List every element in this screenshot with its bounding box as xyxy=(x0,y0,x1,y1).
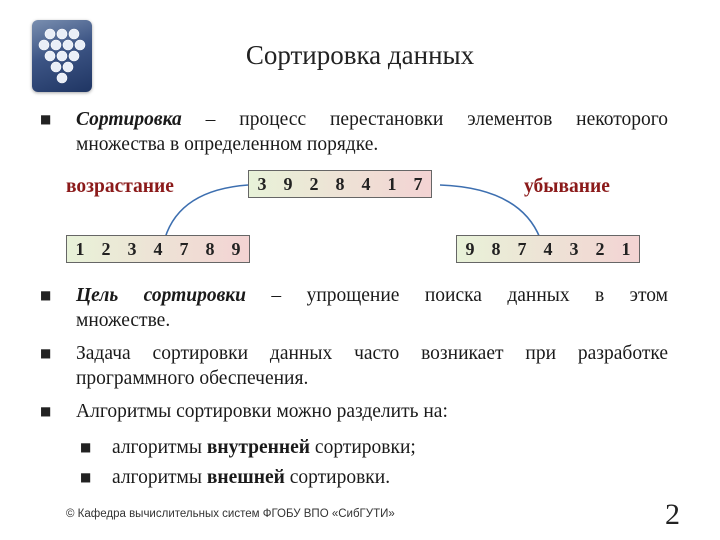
sequence-digit: 8 xyxy=(491,239,501,259)
definition-line2: множества в определенном порядке. xyxy=(76,134,379,155)
sub-item-bold: внешней xyxy=(206,467,285,488)
source-sequence xyxy=(248,170,432,198)
sequence-digit: 7 xyxy=(179,239,189,259)
sequence-digit: 4 xyxy=(361,174,371,194)
bullet-marker: ■ xyxy=(40,404,52,418)
definition-text: – процесс перестановки элементов некоторого xyxy=(181,109,668,130)
sub-item-bold: внутренней xyxy=(206,437,311,458)
ascending-sequence xyxy=(66,235,250,263)
definition-term: Сортировка xyxy=(76,109,182,130)
bullet-marker: ■ xyxy=(40,112,52,126)
sequence-digit: 4 xyxy=(153,239,163,259)
sequence-digit: 1 xyxy=(387,174,397,194)
sequence-digit: 4 xyxy=(543,239,553,259)
sequence-digit: 3 xyxy=(127,239,137,259)
sequence-digit: 8 xyxy=(205,239,215,259)
sequence-digit: 1 xyxy=(75,239,85,259)
sequence-digit: 9 xyxy=(465,239,475,259)
sub-item-internal xyxy=(112,435,416,460)
sequence-digit: 7 xyxy=(413,174,423,194)
descending-sequence xyxy=(456,235,640,263)
task-line1: Задача сортировки данных часто возникает при разработке xyxy=(76,343,668,364)
sub-bullet-marker: ■ xyxy=(80,470,92,484)
goal-paragraph xyxy=(76,283,668,333)
bullet-marker: ■ xyxy=(40,346,52,360)
sequence-digit: 2 xyxy=(595,239,605,259)
ascending-arc xyxy=(165,185,248,238)
sub-item-suffix: сортировки; xyxy=(310,437,416,458)
slide-title: Сортировка данных xyxy=(245,40,475,70)
sub-item-prefix: алгоритмы xyxy=(112,467,207,488)
sub-item-suffix: сортировки. xyxy=(284,467,391,488)
sequence-digit: 3 xyxy=(569,239,579,259)
goal-text: – упрощение поиска данных в этом xyxy=(246,285,669,306)
goal-line1 xyxy=(76,283,668,308)
sequence-digit: 9 xyxy=(231,239,241,259)
task-line2: программного обеспечения. xyxy=(76,368,309,389)
ascending-label: возрастание xyxy=(66,176,174,197)
goal-line2: множестве. xyxy=(76,310,171,331)
sub-item-external xyxy=(112,465,390,490)
sub-item-prefix: алгоритмы xyxy=(112,437,207,458)
sequence-digit: 2 xyxy=(309,174,319,194)
goal-term: Цель сортировки xyxy=(76,285,247,306)
footer-copyright: © Кафедра вычислительных систем ФГОБУ ВПО «СибГУТИ» xyxy=(66,508,395,520)
algorithms-intro: Алгоритмы сортировки можно разделить на: xyxy=(76,401,448,422)
descending-label: убывание xyxy=(524,176,610,197)
sequence-digit: 2 xyxy=(101,239,111,259)
page-number: 2 xyxy=(665,498,680,531)
task-paragraph xyxy=(76,341,668,391)
sequence-digit: 7 xyxy=(517,239,527,259)
sequence-digit: 9 xyxy=(283,174,293,194)
sequence-digit: 1 xyxy=(621,239,631,259)
sequence-digit: 3 xyxy=(257,174,267,194)
sub-bullet-marker: ■ xyxy=(80,440,92,454)
bullet-marker: ■ xyxy=(40,288,52,302)
sequence-digit: 8 xyxy=(335,174,345,194)
